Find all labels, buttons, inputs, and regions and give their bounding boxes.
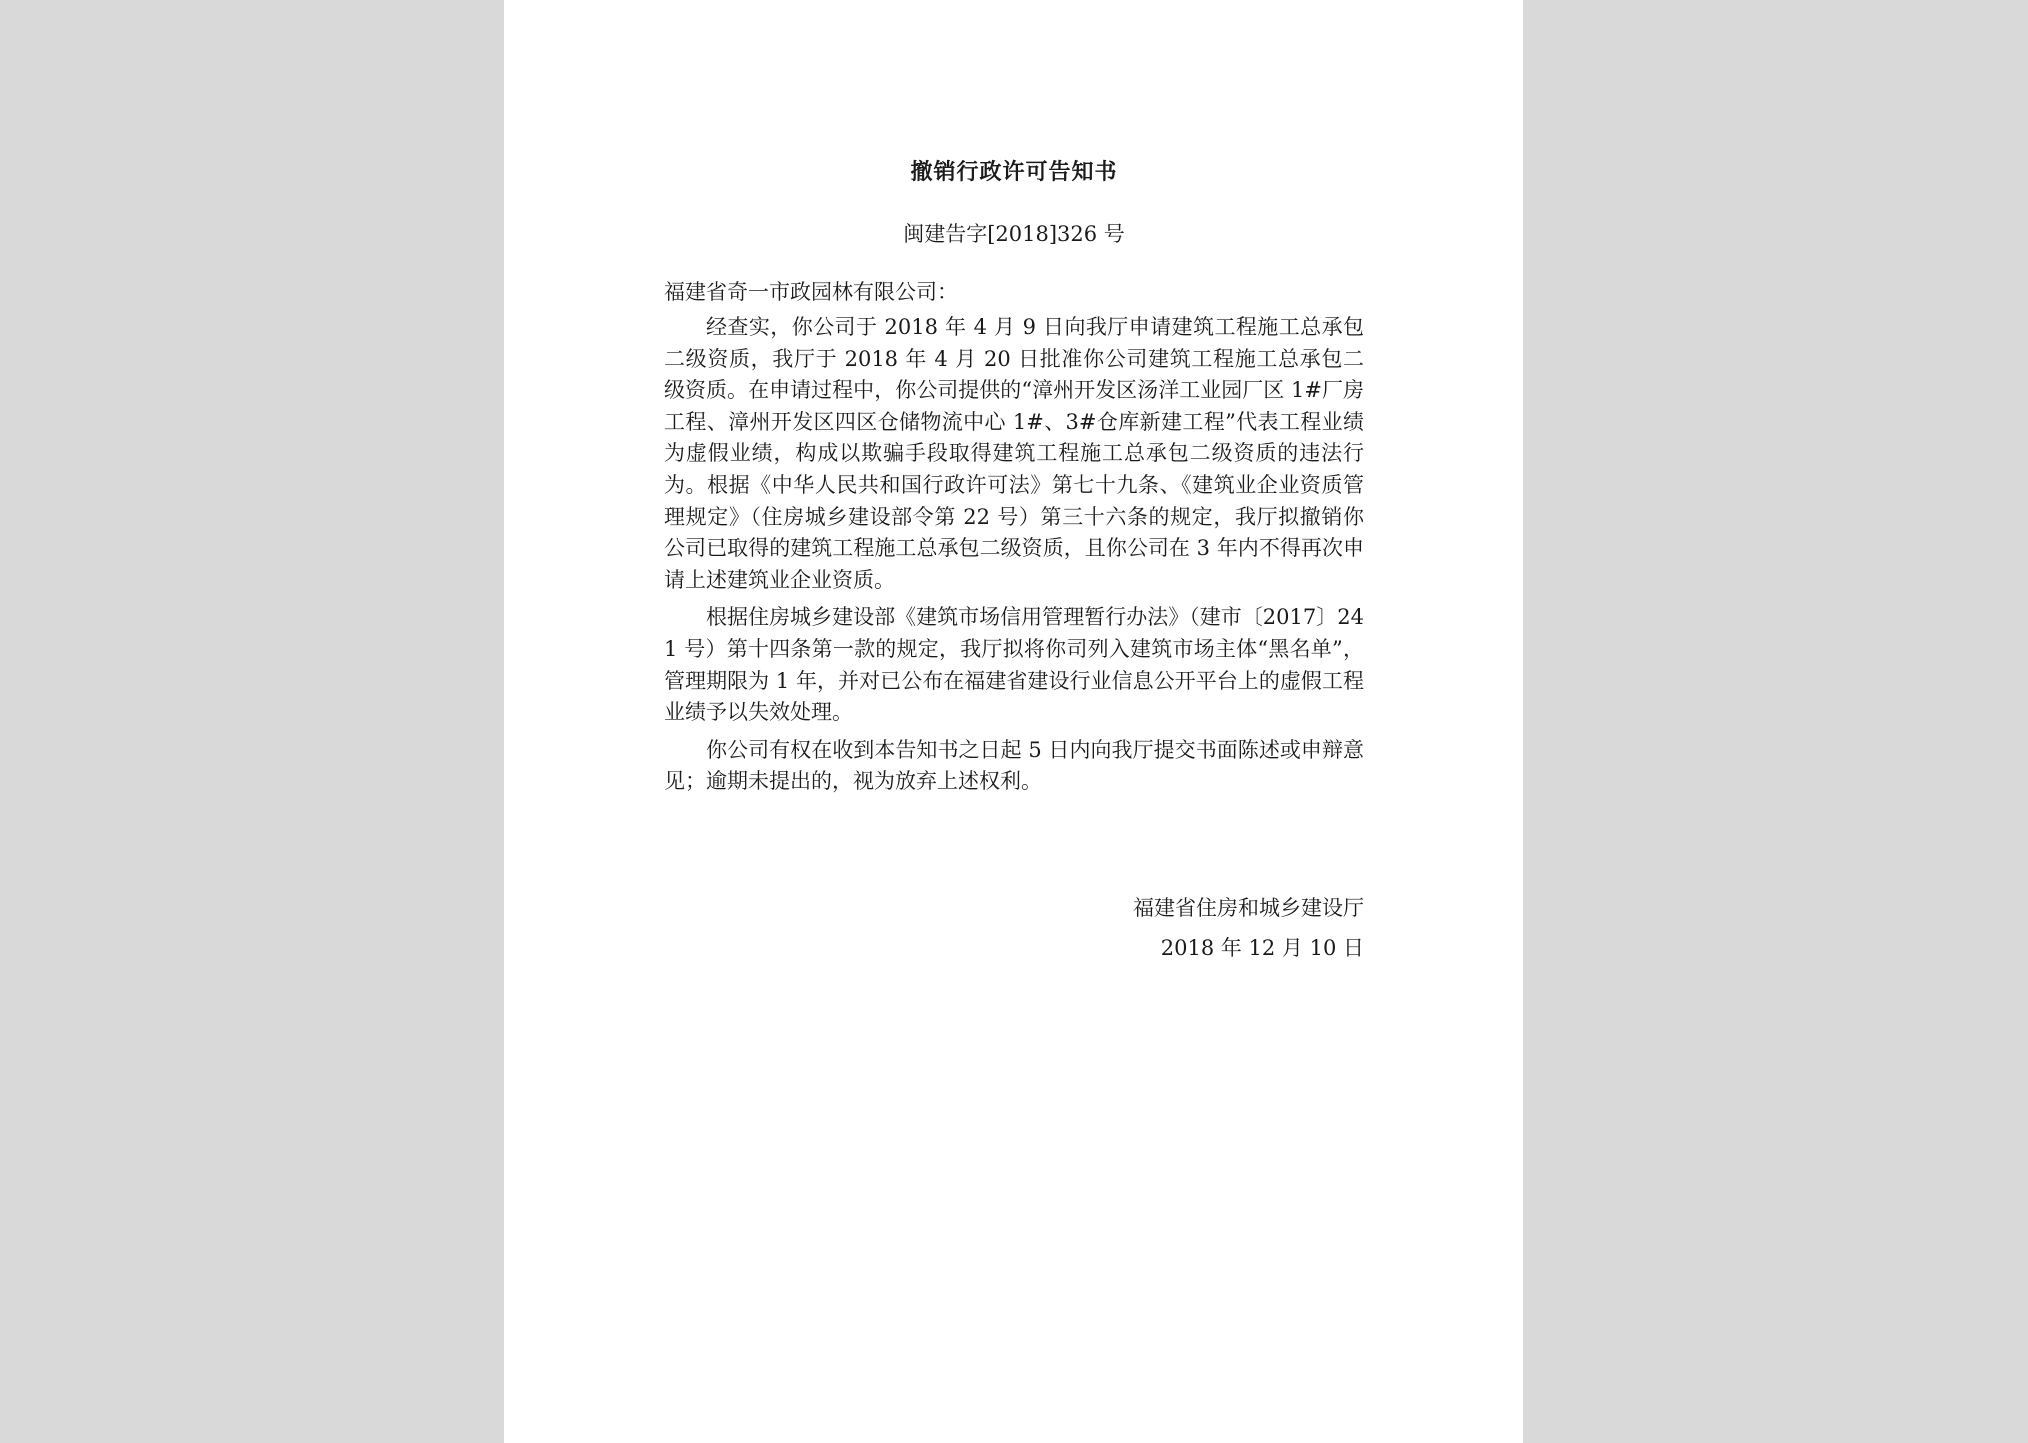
signature-date: 2018 年 12 月 10 日	[1160, 936, 1364, 960]
paragraph-findings: 经查实，你公司于 2018 年 4 月 9 日向我厅申请建筑工程施工总承包二级资质，我厅于 2018 年 4 月 20 日批准你公司建筑工程施工总承包二级资质。在申请过程中，你公司提供的“漳州开发区汤洋工业园厂区 1#厂房工程、漳州开发区四区仓储物流中心 1#、3#仓库新建工程”代表工程业绩为虚假业绩，构成以欺骗手段取得建筑工程施工总承包二级资质的违法行为。根据《中华人民共和国行政许可法》第七十九条、《建筑业企业资质管理规定》（住房城乡建设部令第 22 号）第三十六条的规定，我厅拟撤销你公司已取得的建筑工程施工总承包二级资质，且你公司在 3 年内不得再次申请上述建筑业企业资质。	[664, 315, 1364, 592]
document-title: 撤销行政许可告知书	[910, 159, 1118, 185]
paragraph-blacklist: 根据住房城乡建设部《建筑市场信用管理暂行办法》（建市〔2017〕241 号）第十四条第一款的规定，我厅拟将你司列入建筑市场主体“黑名单”，管理期限为 1 年，并对已公布在福建省建设行业信息公开平台上的虚假工程业绩予以失效处理。	[664, 605, 1364, 725]
addressee: 福建省奇一市政园林有限公司：	[664, 280, 958, 304]
document-number: 闽建告字[2018]326 号	[903, 222, 1125, 246]
signature-organization: 福建省住房和城乡建设厅	[1133, 896, 1364, 920]
document-content	[664, 152, 1364, 960]
paragraph-rights: 你公司有权在收到本告知书之日起 5 日内向我厅提交书面陈述或申辩意见；逾期未提出的，视为放弃上述权利。	[664, 737, 1364, 794]
document-page	[504, 0, 1523, 1443]
